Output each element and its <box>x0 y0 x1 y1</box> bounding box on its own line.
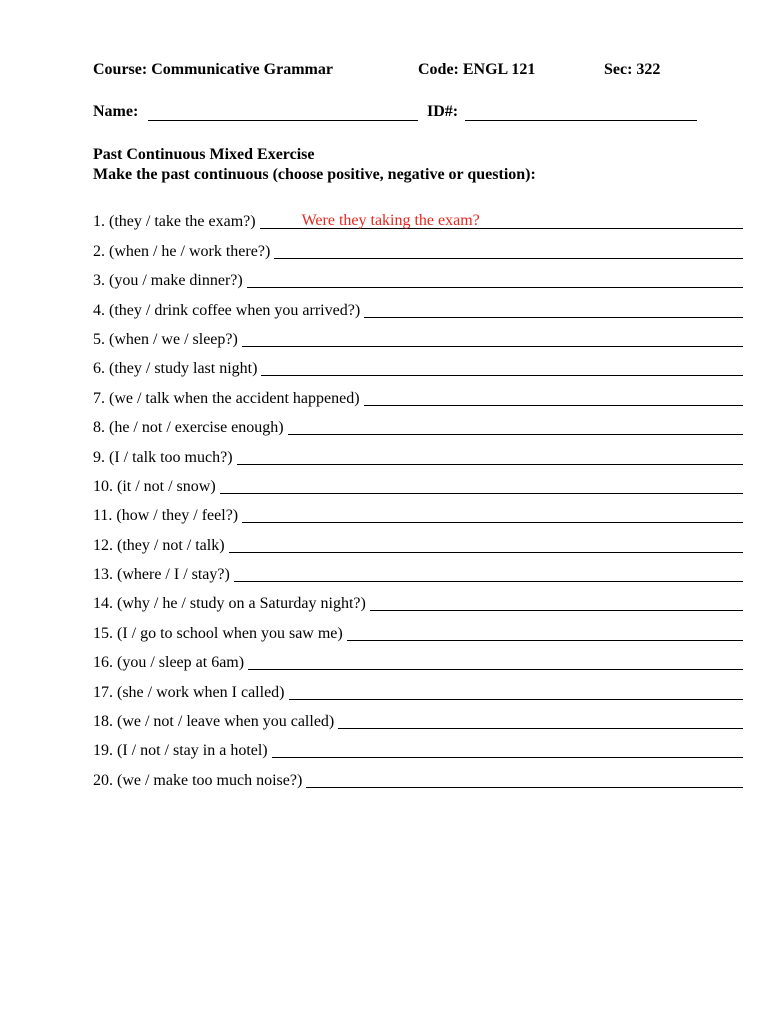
student-info-row <box>93 103 743 123</box>
exercise-list <box>93 203 743 791</box>
exercise-title: Past Continuous Mixed Exercise <box>93 146 315 163</box>
exercise-item <box>93 379 743 408</box>
exercise-prompt: 1. (they / take the exam?) <box>93 213 256 231</box>
exercise-prompt: 3. (you / make dinner?) <box>93 272 243 290</box>
name-label: Name: <box>93 103 139 120</box>
exercise-item <box>93 761 743 790</box>
exercise-item <box>93 468 743 497</box>
exercise-prompt: 6. (they / study last night) <box>93 360 258 378</box>
section-label: Sec: 322 <box>604 61 661 78</box>
exercise-item <box>93 438 743 467</box>
exercise-prompt: 9. (I / talk too much?) <box>93 448 233 466</box>
answer-line[interactable] <box>234 561 743 582</box>
answer-line[interactable] <box>274 238 743 259</box>
id-label: ID#: <box>427 103 459 120</box>
answer-line[interactable] <box>247 267 743 288</box>
answer-line[interactable] <box>338 708 743 729</box>
exercise-item <box>93 232 743 261</box>
answer-line[interactable] <box>288 414 743 435</box>
exercise-item <box>93 556 743 585</box>
exercise-prompt: 7. (we / talk when the accident happened) <box>93 389 360 407</box>
id-field[interactable] <box>465 120 697 121</box>
exercise-item <box>93 291 743 320</box>
exercise-item <box>93 262 743 291</box>
answer-line[interactable] <box>242 326 743 347</box>
exercise-prompt: 10. (it / not / snow) <box>93 477 216 495</box>
course-code-label: Code: ENGL 121 <box>418 61 536 78</box>
answer-line[interactable] <box>261 355 743 376</box>
exercise-item <box>93 409 743 438</box>
answer-line[interactable] <box>364 385 743 406</box>
exercise-prompt: 8. (he / not / exercise enough) <box>93 419 284 437</box>
answer-line[interactable] <box>306 767 743 788</box>
exercise-item <box>93 644 743 673</box>
answer-line[interactable] <box>364 297 743 318</box>
exercise-prompt: 5. (when / we / sleep?) <box>93 330 238 348</box>
exercise-item <box>93 732 743 761</box>
exercise-prompt: 19. (I / not / stay in a hotel) <box>93 742 268 760</box>
exercise-instructions: Make the past continuous (choose positive, negative or question): <box>93 166 536 183</box>
answer-line[interactable] <box>220 473 743 494</box>
name-field[interactable] <box>148 120 418 121</box>
exercise-prompt: 14. (why / he / study on a Saturday night?) <box>93 595 366 613</box>
answer-line[interactable] <box>347 620 743 641</box>
exercise-item <box>93 614 743 643</box>
answer-line[interactable] <box>237 444 743 465</box>
answer-line[interactable] <box>289 679 744 700</box>
exercise-prompt: 18. (we / not / leave when you called) <box>93 713 335 731</box>
exercise-item <box>93 526 743 555</box>
exercise-item <box>93 203 743 232</box>
exercise-item <box>93 585 743 614</box>
exercise-prompt: 2. (when / he / work there?) <box>93 242 271 260</box>
answer-line[interactable] <box>248 649 743 670</box>
exercise-prompt: 20. (we / make too much noise?) <box>93 771 303 789</box>
exercise-item <box>93 321 743 350</box>
answer-line[interactable] <box>272 737 743 758</box>
exercise-prompt: 17. (she / work when I called) <box>93 683 285 701</box>
exercise-prompt: 12. (they / not / talk) <box>93 536 225 554</box>
answer-line[interactable] <box>242 502 743 523</box>
exercise-item <box>93 350 743 379</box>
exercise-prompt: 4. (they / drink coffee when you arrived?) <box>93 301 361 319</box>
exercise-prompt: 16. (you / sleep at 6am) <box>93 654 245 672</box>
answer-line[interactable] <box>370 590 743 611</box>
exercise-item <box>93 673 743 702</box>
course-label: Course: Communicative Grammar <box>93 61 333 78</box>
answer-line[interactable] <box>229 532 743 553</box>
answer-text: Were they taking the exam? <box>301 212 480 230</box>
exercise-prompt: 15. (I / go to school when you saw me) <box>93 624 343 642</box>
exercise-item <box>93 497 743 526</box>
answer-line[interactable] <box>260 208 743 229</box>
exercise-prompt: 13. (where / I / stay?) <box>93 566 230 584</box>
exercise-prompt: 11. (how / they / feel?) <box>93 507 239 525</box>
exercise-item <box>93 703 743 732</box>
